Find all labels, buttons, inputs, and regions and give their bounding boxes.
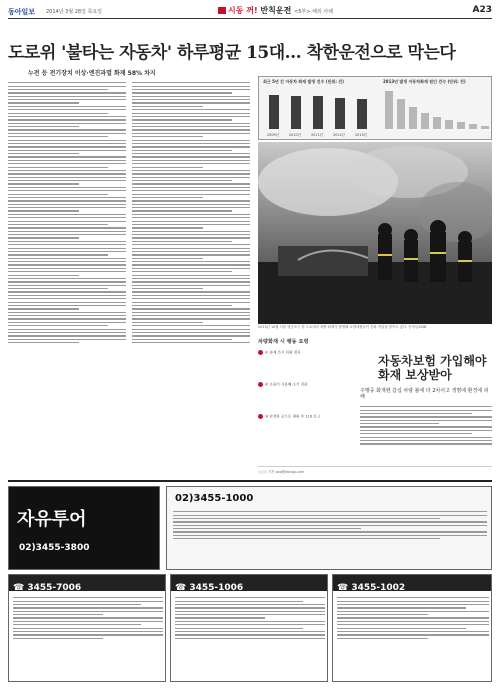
ad-header — [9, 575, 165, 591]
ad-listings — [175, 595, 325, 679]
exit-icon — [258, 414, 263, 419]
photo-caption: 2013년 10월 서울 영등포구 한 도로에서 차량 화재가 발생해 소방대원들이 진화 작업을 벌이고 있다. 동아일보DB — [258, 325, 427, 329]
cause-bar — [445, 120, 453, 129]
fire-icon — [258, 350, 263, 355]
flag-icon — [218, 7, 226, 14]
cause-bar — [433, 117, 441, 129]
travel-ad-1[interactable] — [8, 574, 166, 682]
ad-phone: ☎ 3455-1002 — [337, 583, 406, 593]
ad-phone: 02)3455-3800 — [19, 543, 90, 553]
bar-2013 — [357, 99, 367, 129]
cause-bar — [421, 113, 429, 129]
sidebar-title: 차량화재 시 행동 요령 — [258, 339, 309, 345]
article-column-1 — [8, 80, 126, 470]
sidebar-item: ③ 안전한 곳으로 대피 후 119 신고 — [258, 414, 358, 420]
bar-2009 — [269, 95, 279, 129]
bar-2011 — [313, 96, 323, 129]
newspaper-brand: 동아일보 — [8, 8, 36, 16]
fire-scene-photo — [258, 142, 492, 324]
article-column-2 — [132, 80, 250, 470]
bar-2012 — [335, 98, 345, 129]
ad-header — [333, 575, 491, 591]
yearly-fire-bars — [265, 87, 375, 129]
cause-bar — [409, 107, 417, 129]
travel-ad-main[interactable] — [8, 486, 160, 570]
sidebar-item: ① 화재 즉시 차량 정차 — [258, 350, 358, 356]
series-flag: 시동 꺼! — [228, 6, 258, 15]
feature-headline: 자동차보험 가입해야 화재 보상받아 — [378, 354, 487, 382]
cause-bars — [383, 87, 489, 129]
ad-listings — [13, 595, 163, 679]
series-tag — [218, 5, 333, 16]
year-label: 2012년 — [333, 133, 345, 137]
ad-phone: ☎ 3455-7006 — [13, 583, 82, 593]
series-name: 반칙운전 — [260, 6, 292, 15]
feature-body — [360, 404, 492, 464]
cause-bar — [385, 91, 393, 129]
sidebar-item: ② 소화기 사용해 초기 진화 — [258, 382, 358, 388]
byline: ○○○ 기자 ooo@donga.com — [258, 466, 492, 474]
year-label: 2010년 — [289, 133, 301, 137]
extinguisher-icon — [258, 382, 263, 387]
year-label: 2009년 — [267, 133, 279, 137]
main-headline: 도로위 '불타는 자동차' 하루평균 15대… 착한운전으로 막는다 — [8, 43, 456, 63]
ad-listings — [337, 595, 489, 679]
subheadline: 누전 등 전기장치 이상·엔진과열 화재 58% 차지 — [28, 70, 156, 77]
ad-header — [171, 575, 327, 591]
series-subtitle: <5부> 해외 사례 — [294, 9, 334, 15]
page-number: A23 — [472, 5, 492, 15]
feature-subheadline: 주행중 화재땐 갑십 차량 불에 타 2차사고 생명에 환경에 피해 — [360, 388, 489, 400]
stats-left-title: 최근 5년 간 자동차 화재 발생 건수 (단위: 건) — [263, 79, 345, 84]
cause-bar — [481, 126, 489, 129]
ad-phone: ☎ 3455-1006 — [175, 583, 244, 593]
travel-ad-3[interactable] — [332, 574, 492, 682]
cause-bar — [469, 124, 477, 129]
year-label: 2011년 — [311, 133, 323, 137]
masthead — [8, 5, 492, 19]
stats-right-title: 2013년 발생 자동차화재 원인 건수 (단위: 건) — [383, 79, 466, 84]
cause-bar — [457, 122, 465, 129]
ad-brand: 자유투어 — [17, 509, 87, 530]
cause-bar — [397, 99, 405, 129]
fire-statistics-graphic — [258, 76, 492, 140]
travel-ad-top[interactable] — [166, 486, 492, 570]
travel-ad-2[interactable] — [170, 574, 328, 682]
issue-date: 2014년 3월 28일 목요일 — [46, 9, 103, 15]
firefighters-scene-image — [258, 142, 492, 324]
year-label: 2013년 — [355, 133, 367, 137]
advertisement-section — [8, 480, 492, 684]
ad-phone: 02)3455-1000 — [175, 493, 254, 504]
bar-2010 — [291, 96, 301, 129]
ad-listings — [173, 509, 487, 567]
